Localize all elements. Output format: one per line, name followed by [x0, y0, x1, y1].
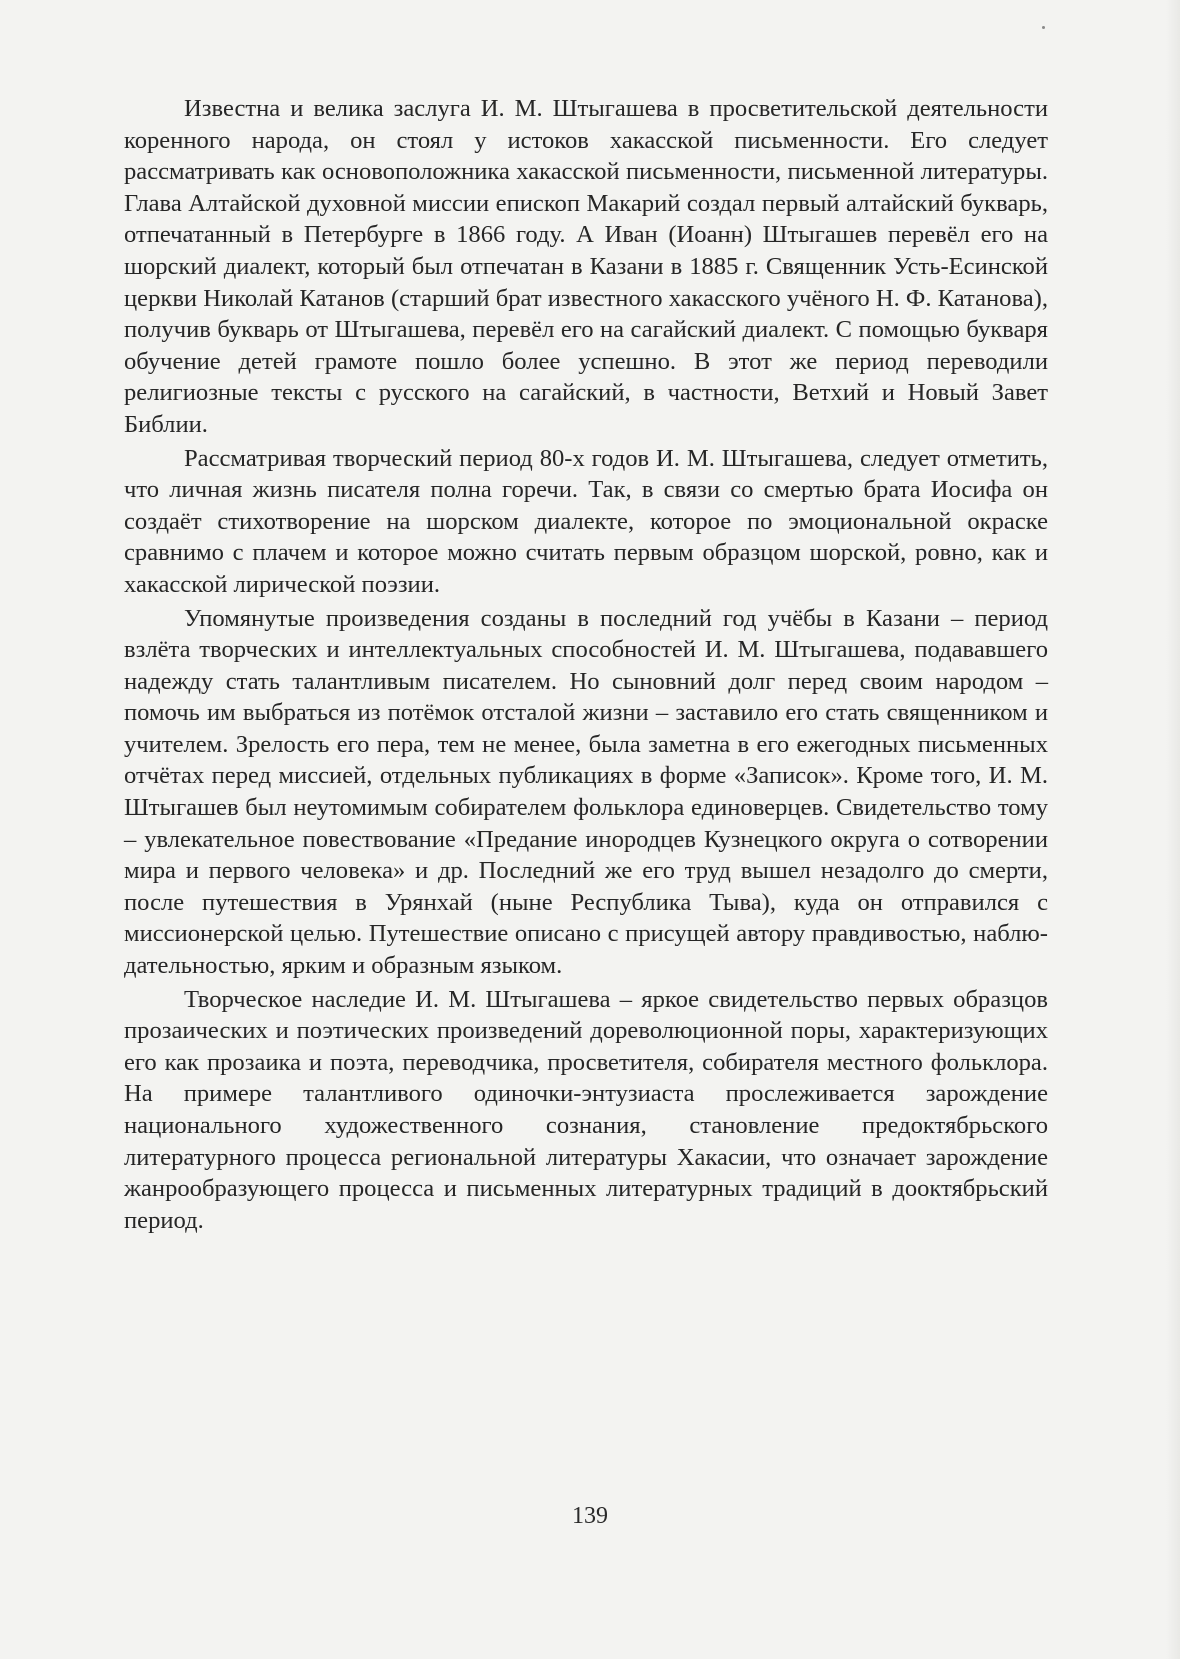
scan-speck	[1042, 26, 1045, 29]
paragraph-3: Упомянутые произведения созданы в последний год учёбы в Казани – период взлёта творческих и интеллектуальных способностей И. М. Штыгашева, подававшего надежду стать талантливым писателем. Но сыновний долг перед своим народом – помочь им выбраться из потёмок отсталой жизни – заставило его стать священником и учителем. Зрелость его пера, тем не менее, была заметна в его ежегодных письменных отчётах перед миссией, отдельных публикациях в форме «Записок». Кроме того, И. М. Штыгашев был неутомимым собирателем фольклора единоверцев. Свидетельство тому – увлекательное повествование «Предание инородцев Кузнецкого округа о сотворении мира и первого человека» и др. Последний же его труд вышел незадолго до смерти, после путешествия в Урянхай (ныне Республика Тыва), куда он отправился с миссионерской целью. Путешествие описано с присущей автору правдивостью, наблюдательностью, ярким и образным языком.	[124, 604, 1048, 980]
paragraph-1: Известна и велика заслуга И. М. Штыгашева в просветительской деятельности коренного народа, он стоял у истоков хакасской письменности. Его следует рассматривать как основоположника хакасской письменности, письменной литературы. Глава Алтайской духовной миссии епископ Макарий создал первый алтайский букварь, отпечатанный в Петербурге в 1866 году. А Иван (Иоанн) Штыгашев перевёл его на шорский диалект, который был отпечатан в Казани в 1885 г. Священник Усть-Есинской церкви Николай Катанов (старший брат известного хакасского учёного Н. Ф. Катанова), получив букварь от Штыгашева, перевёл его на сагайский диалект. С помощью букваря обучение детей грамоте пошло более успешно. В этот же период переводили религиозные тексты с русского на сагайский, в частности, Ветхий и Новый Завет Библии.	[124, 95, 1048, 438]
paragraph-4: Творческое наследие И. М. Штыгашева – яркое свидетельство первых образцов прозаических и поэтических произведений дореволюционной поры, характеризующих его как прозаика и поэта, переводчика, просветителя, собирателя местного фольклора. На примере талантливого одиночки-энтузиаста прослеживается зарождение национального художественного сознания, становление предоктябрьского литературного процесса региональной литературы Хакасии, что означает зарождение жанрообразующего процесса и письменных литературных традиций в дооктябрьский период.	[124, 985, 1048, 1234]
paragraph-2: Рассматривая творческий период 80-х годов И. М. Штыгашева, следует отметить, что личная жизнь писателя полна горечи. Так, в связи со смертью брата Иосифа он создаёт стихотворение на шорском диалекте, которое по эмоциональной окраске сравнимо с плачем и которое можно считать первым образцом шорской, ровно, как и хакасской лирической поэзии.	[124, 444, 1048, 598]
page-number: 139	[572, 1503, 608, 1529]
scan-edge	[1166, 0, 1180, 1659]
body-text	[124, 93, 1048, 1238]
